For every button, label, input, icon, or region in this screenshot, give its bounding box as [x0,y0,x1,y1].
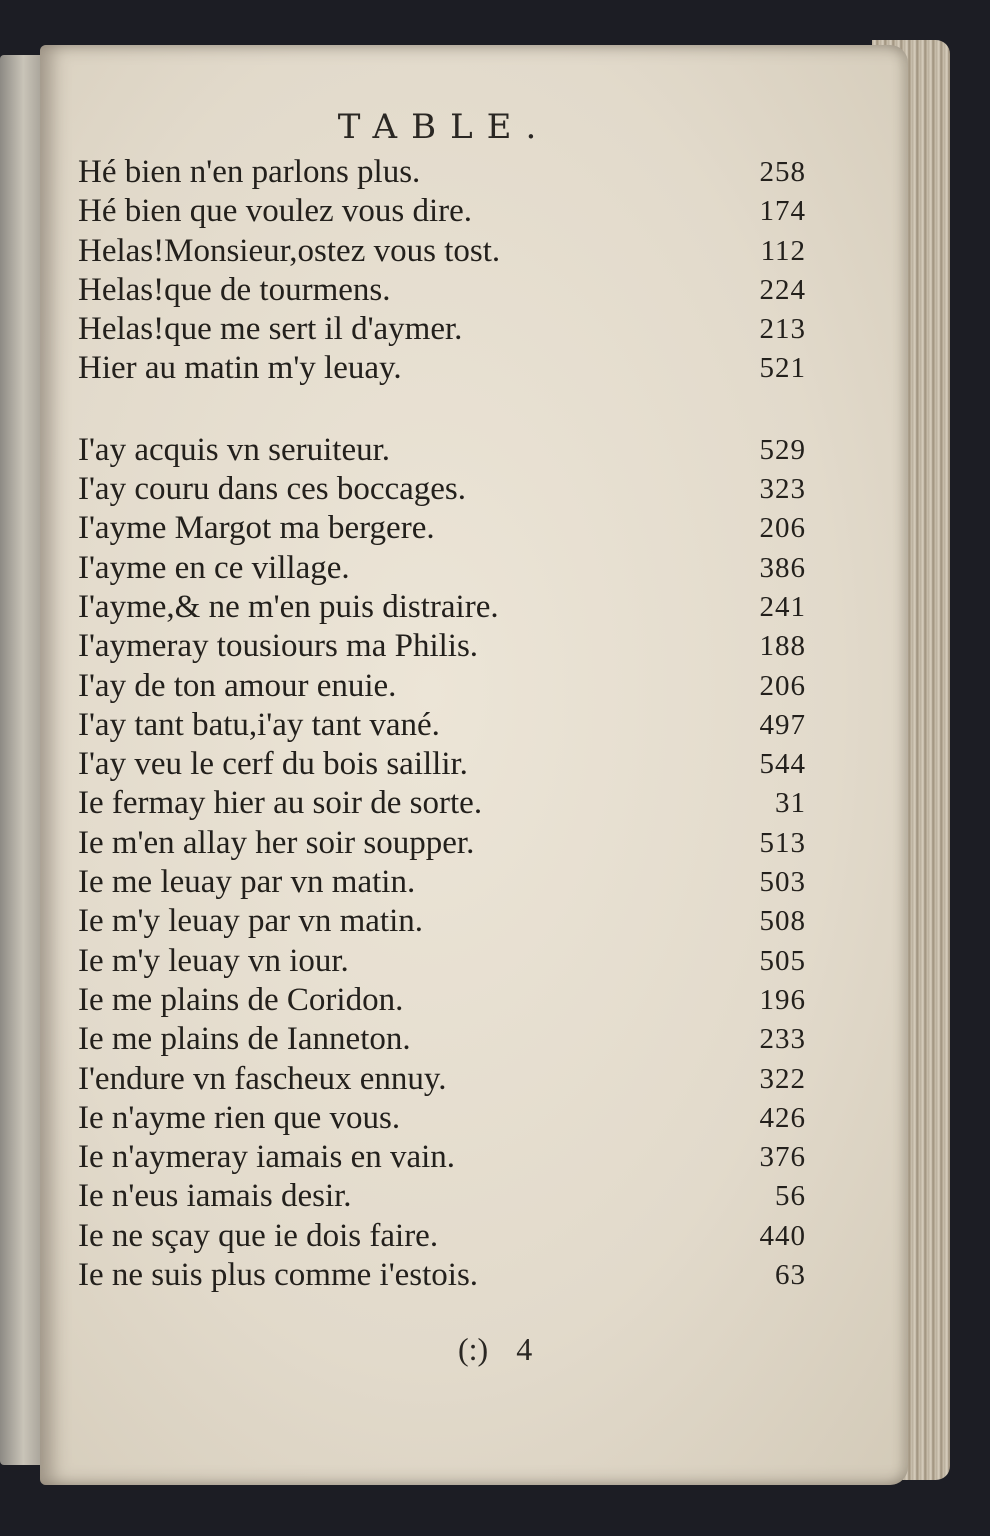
toc-entry [78,153,806,192]
toc-entry [78,981,806,1020]
entry-title: I'ayme en ce village. [78,549,350,586]
entry-page-number: 196 [759,983,806,1016]
entry-page-number: 56 [775,1180,806,1213]
toc-entry [78,470,806,509]
toc-entry [78,1256,806,1295]
entry-title: Ie me plains de Coridon. [78,981,404,1018]
toc-entry [78,706,806,745]
entry-page-number: 206 [759,669,806,702]
entry-title: Ie m'y leuay vn iour. [78,942,349,979]
toc-entry [78,1138,806,1177]
entry-title: I'ay tant batu,i'ay tant vané. [78,706,440,743]
page-footer [458,1331,532,1368]
entry-title: Hé bien que voulez vous dire. [78,193,473,230]
entry-page-number: 112 [760,234,806,267]
entry-page-number: 426 [759,1101,806,1134]
entry-page-number: 188 [759,630,806,663]
entry-title: I'ay de ton amour enuie. [78,667,397,704]
page-header: TABLE. [337,107,551,147]
toc-entry [78,1099,806,1138]
toc-entry [78,349,806,388]
entry-page-number: 508 [759,905,806,938]
entry-page-number: 529 [759,433,806,466]
toc-entry [78,902,806,941]
entry-page-number: 322 [759,1062,806,1095]
entry-page-number: 521 [759,352,806,385]
entry-title: Hé bien n'en parlons plus. [78,154,421,190]
entry-page-number: 544 [759,748,806,781]
toc-entry [78,549,806,588]
section-gap [78,389,778,431]
entry-page-number: 497 [759,708,806,741]
toc-entry [78,1060,806,1099]
entry-page-number: 206 [759,512,806,545]
entry-title: Ie n'ayme rien que vous. [78,1099,401,1136]
toc-entry [78,310,806,349]
toc-entry [78,1020,806,1059]
entry-title: I'aymeray tousiours ma Philis. [78,628,479,665]
entry-page-number: 513 [759,826,806,859]
entry-page-number: 63 [775,1259,806,1292]
entry-title: Ie n'aymeray iamais en vain. [78,1139,456,1176]
toc-entry [78,588,806,627]
signature-mark: (:) [458,1331,489,1367]
entry-title: I'endure vn fascheux ennuy. [78,1060,447,1097]
toc-entry [78,509,806,548]
entry-page-number: 258 [759,156,806,188]
entry-title: Hier au matin m'y leuay. [78,350,402,387]
entry-page-number: 386 [759,551,806,584]
entry-page-number: 224 [759,273,806,306]
toc-entry [78,784,806,823]
toc-entry [78,1217,806,1256]
toc-entry [78,824,806,863]
toc-entry [78,1177,806,1216]
entry-title: Helas!que de tourmens. [78,271,391,308]
entry-title: Helas!que me sert il d'aymer. [78,311,463,348]
toc-entry [78,192,806,231]
book-page [40,45,908,1485]
signature-number: 4 [516,1331,533,1367]
entry-title: I'ayme Margot ma bergere. [78,510,435,547]
entry-title: Ie ne sçay que ie dois faire. [78,1217,439,1254]
entry-page-number: 505 [759,944,806,977]
entry-title: I'ay veu le cerf du bois saillir. [78,746,468,783]
table-of-contents [78,153,806,1295]
entry-page-number: 503 [759,866,806,899]
entry-title: Ie fermay hier au soir de sorte. [78,785,483,822]
entry-page-number: 440 [759,1219,806,1252]
entry-title: Ie me plains de Ianneton. [78,1021,411,1058]
entry-title: Ie n'eus iamais desir. [78,1178,352,1215]
entry-page-number: 213 [759,313,806,346]
entry-page-number: 376 [759,1141,806,1174]
entry-title: Ie me leuay par vn matin. [78,864,416,901]
toc-entry [78,271,806,310]
entry-title: Ie ne suis plus comme i'estois. [78,1257,479,1294]
toc-entry [78,667,806,706]
entry-title: I'ay acquis vn seruiteur. [78,431,391,468]
toc-entry [78,627,806,666]
toc-entry [78,942,806,981]
entry-page-number: 323 [759,473,806,506]
toc-entry [78,745,806,784]
entry-page-number: 31 [775,787,806,820]
entry-page-number: 233 [759,1023,806,1056]
entry-title: I'ay couru dans ces boccages. [78,471,467,508]
entry-title: Ie m'y leuay par vn matin. [78,903,424,940]
entry-page-number: 174 [759,195,806,228]
entry-title: I'ayme,& ne m'en puis distraire. [78,588,499,625]
toc-entry [78,232,806,271]
toc-entry [78,863,806,902]
entry-page-number: 241 [759,590,806,623]
toc-entry [78,431,806,470]
entry-title: Helas!Monsieur,ostez vous tost. [78,232,501,269]
entry-title: Ie m'en allay her soir soupper. [78,824,475,861]
